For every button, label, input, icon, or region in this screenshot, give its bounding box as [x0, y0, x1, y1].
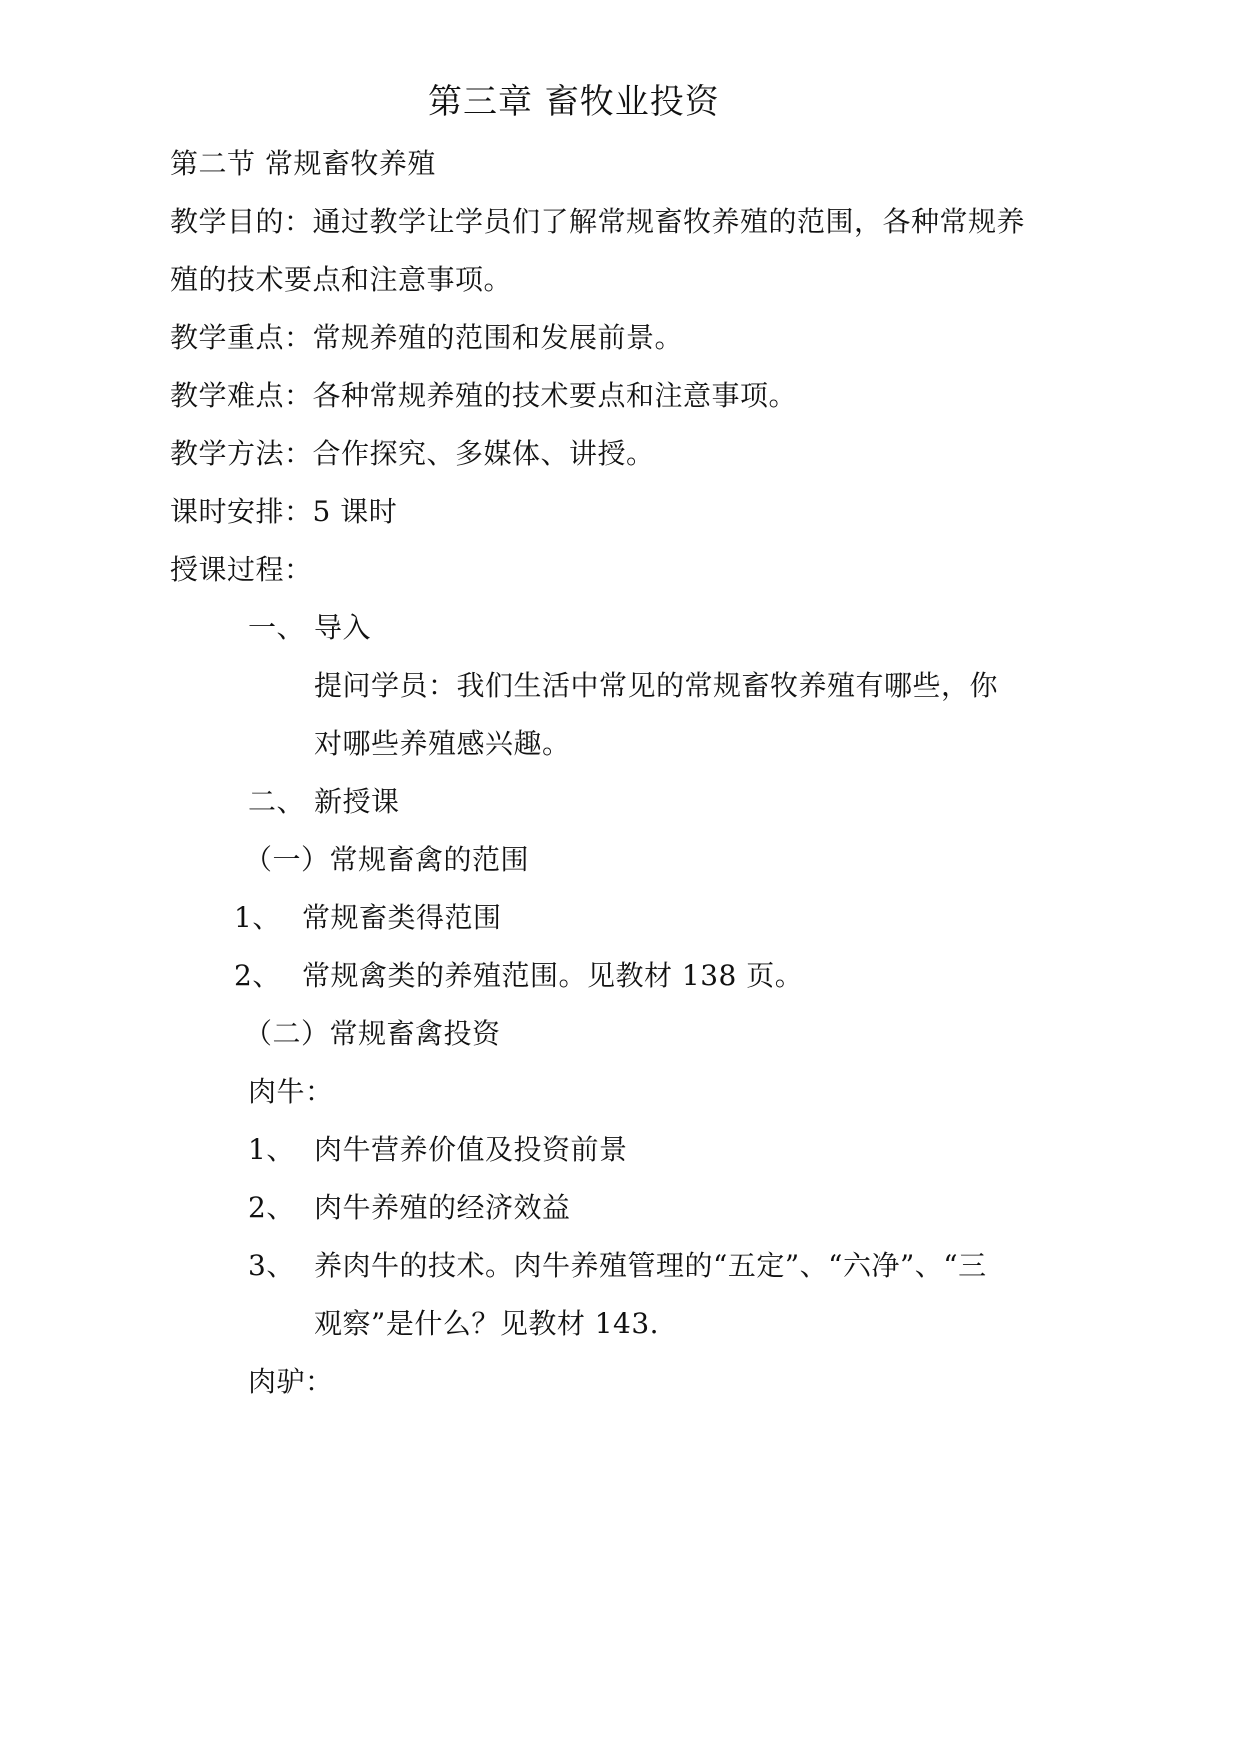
process-label: 授课过程： — [170, 553, 313, 586]
methods: 教学方法：合作探究、多媒体、讲授。 — [170, 437, 655, 470]
part1-title: 导入 — [314, 611, 372, 644]
section-title: 第二节 常规畜牧养殖 — [170, 147, 436, 180]
subsection2-title: （二）常规畜禽投资 — [244, 1017, 501, 1050]
key-points: 教学重点：常规养殖的范围和发展前景。 — [170, 321, 684, 354]
schedule: 课时安排：5 课时 — [170, 495, 398, 528]
beef-label: 肉牛： — [248, 1075, 334, 1108]
beef-item1-text: 肉牛营养价值及投资前景 — [314, 1133, 628, 1166]
beef-item3-number: 3、 — [248, 1249, 295, 1282]
beef-item1-number: 1、 — [248, 1133, 295, 1166]
beef-item2-text: 肉牛养殖的经济效益 — [314, 1191, 571, 1224]
part1-text-line-1: 提问学员：我们生活中常见的常规畜牧养殖有哪些，你 — [314, 669, 999, 702]
part2-title: 新授课 — [314, 785, 400, 818]
part1-text-line-2: 对哪些养殖感兴趣。 — [314, 727, 571, 760]
part2-number: 二、 — [248, 785, 306, 818]
subsection1-title: （一）常规畜禽的范围 — [244, 843, 530, 876]
objective-line-1: 教学目的：通过教学让学员们了解常规畜牧养殖的范围，各种常规养 — [170, 205, 1026, 238]
beef-item2-number: 2、 — [248, 1191, 295, 1224]
subsection1-item1-text: 常规畜类得范围 — [302, 901, 502, 934]
donkey-label: 肉驴： — [248, 1365, 334, 1398]
subsection1-item2-text: 常规禽类的养殖范围。见教材 138 页。 — [302, 959, 804, 992]
subsection1-item2-number: 2、 — [234, 959, 281, 992]
beef-item3-text-line-2: 观察”是什么？见教材 143. — [314, 1307, 660, 1340]
chapter-title: 第三章 畜牧业投资 — [428, 82, 720, 122]
objective-line-2: 殖的技术要点和注意事项。 — [170, 263, 513, 296]
part1-number: 一、 — [248, 611, 306, 644]
beef-item3-text-line-1: 养肉牛的技术。肉牛养殖管理的“五定”、“六净”、“三 — [314, 1249, 987, 1282]
difficulties: 教学难点：各种常规养殖的技术要点和注意事项。 — [170, 379, 798, 412]
subsection1-item1-number: 1、 — [234, 901, 281, 934]
